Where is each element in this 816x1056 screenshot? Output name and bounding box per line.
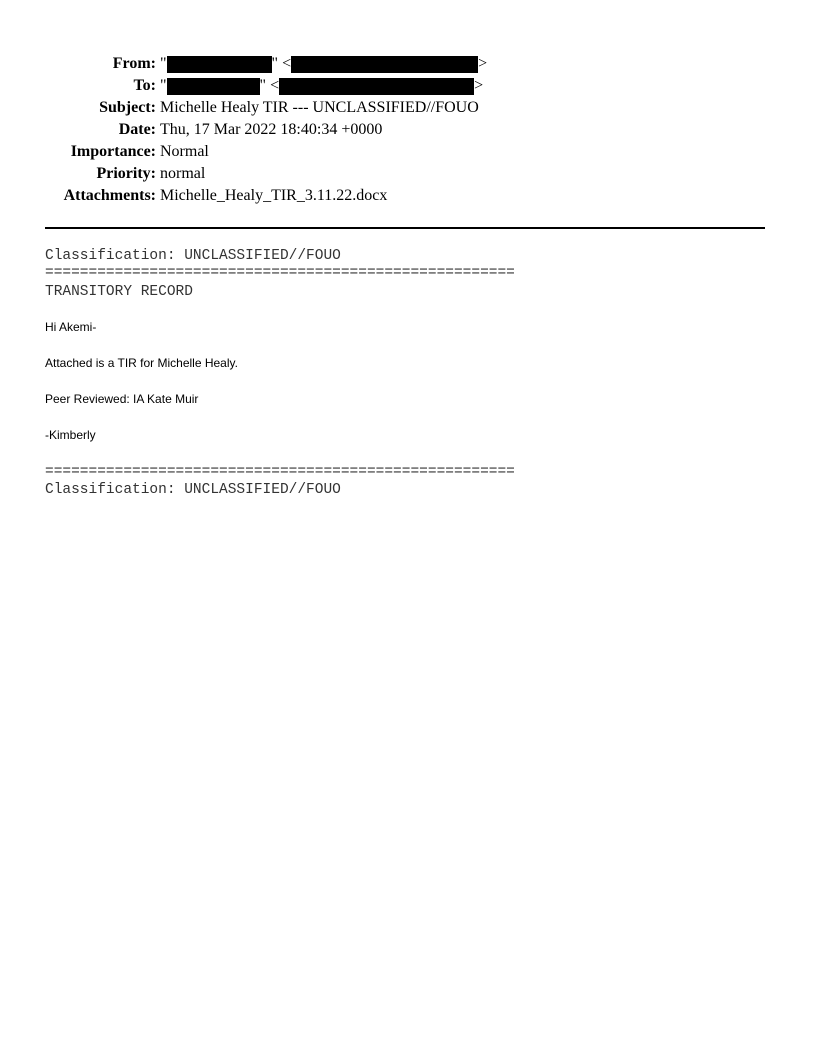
body-line-peer-review: Peer Reviewed: IA Kate Muir (45, 392, 199, 406)
rule-top: ====================================================== (45, 265, 515, 281)
body-line-attached: Attached is a TIR for Michelle Healy. (45, 356, 238, 370)
classification-bottom: Classification: UNCLASSIFIED//FOUO (45, 482, 341, 498)
importance-label: Importance: (70, 143, 156, 160)
record-type: TRANSITORY RECORD (45, 284, 193, 300)
to-label: To: (133, 77, 156, 94)
attachment-filename[interactable]: Michelle_Healy_TIR_3.11.22.docx (160, 187, 388, 204)
priority-value: normal (160, 165, 206, 182)
priority-row (0, 163, 487, 185)
redacted-recipient-email (279, 78, 474, 95)
subject-row (0, 97, 487, 119)
from-quote-close: " < (271, 55, 292, 72)
date-label: Date: (118, 121, 156, 138)
greeting: Hi Akemi- (45, 320, 97, 334)
to-row (0, 75, 487, 97)
classification-top: Classification: UNCLASSIFIED//FOUO (45, 248, 341, 264)
from-label: From: (112, 55, 156, 72)
from-row (0, 53, 487, 75)
signature: -Kimberly (45, 428, 96, 442)
importance-value: Normal (160, 143, 209, 160)
redacted-sender-name (167, 56, 272, 73)
from-end: > (478, 55, 488, 72)
to-value (160, 75, 483, 97)
rule-bottom: ====================================================== (45, 464, 515, 480)
subject-value: Michelle Healy TIR --- UNCLASSIFIED//FOUO (160, 99, 479, 116)
subject-label: Subject: (99, 99, 156, 116)
importance-row (0, 141, 487, 163)
priority-label: Priority: (96, 165, 156, 182)
redacted-recipient-name (167, 78, 260, 95)
attachments-label: Attachments: (63, 187, 156, 204)
header-divider (45, 227, 765, 229)
email-headers (0, 53, 487, 207)
date-value: Thu, 17 Mar 2022 18:40:34 +0000 (160, 121, 383, 138)
to-quote-close: " < (259, 77, 280, 94)
redacted-sender-email (291, 56, 478, 73)
from-value (160, 53, 487, 75)
to-quote-open: " (160, 77, 167, 94)
date-row (0, 119, 487, 141)
to-end: > (474, 77, 484, 94)
attachments-row (0, 185, 487, 207)
from-quote-open: " (160, 55, 167, 72)
